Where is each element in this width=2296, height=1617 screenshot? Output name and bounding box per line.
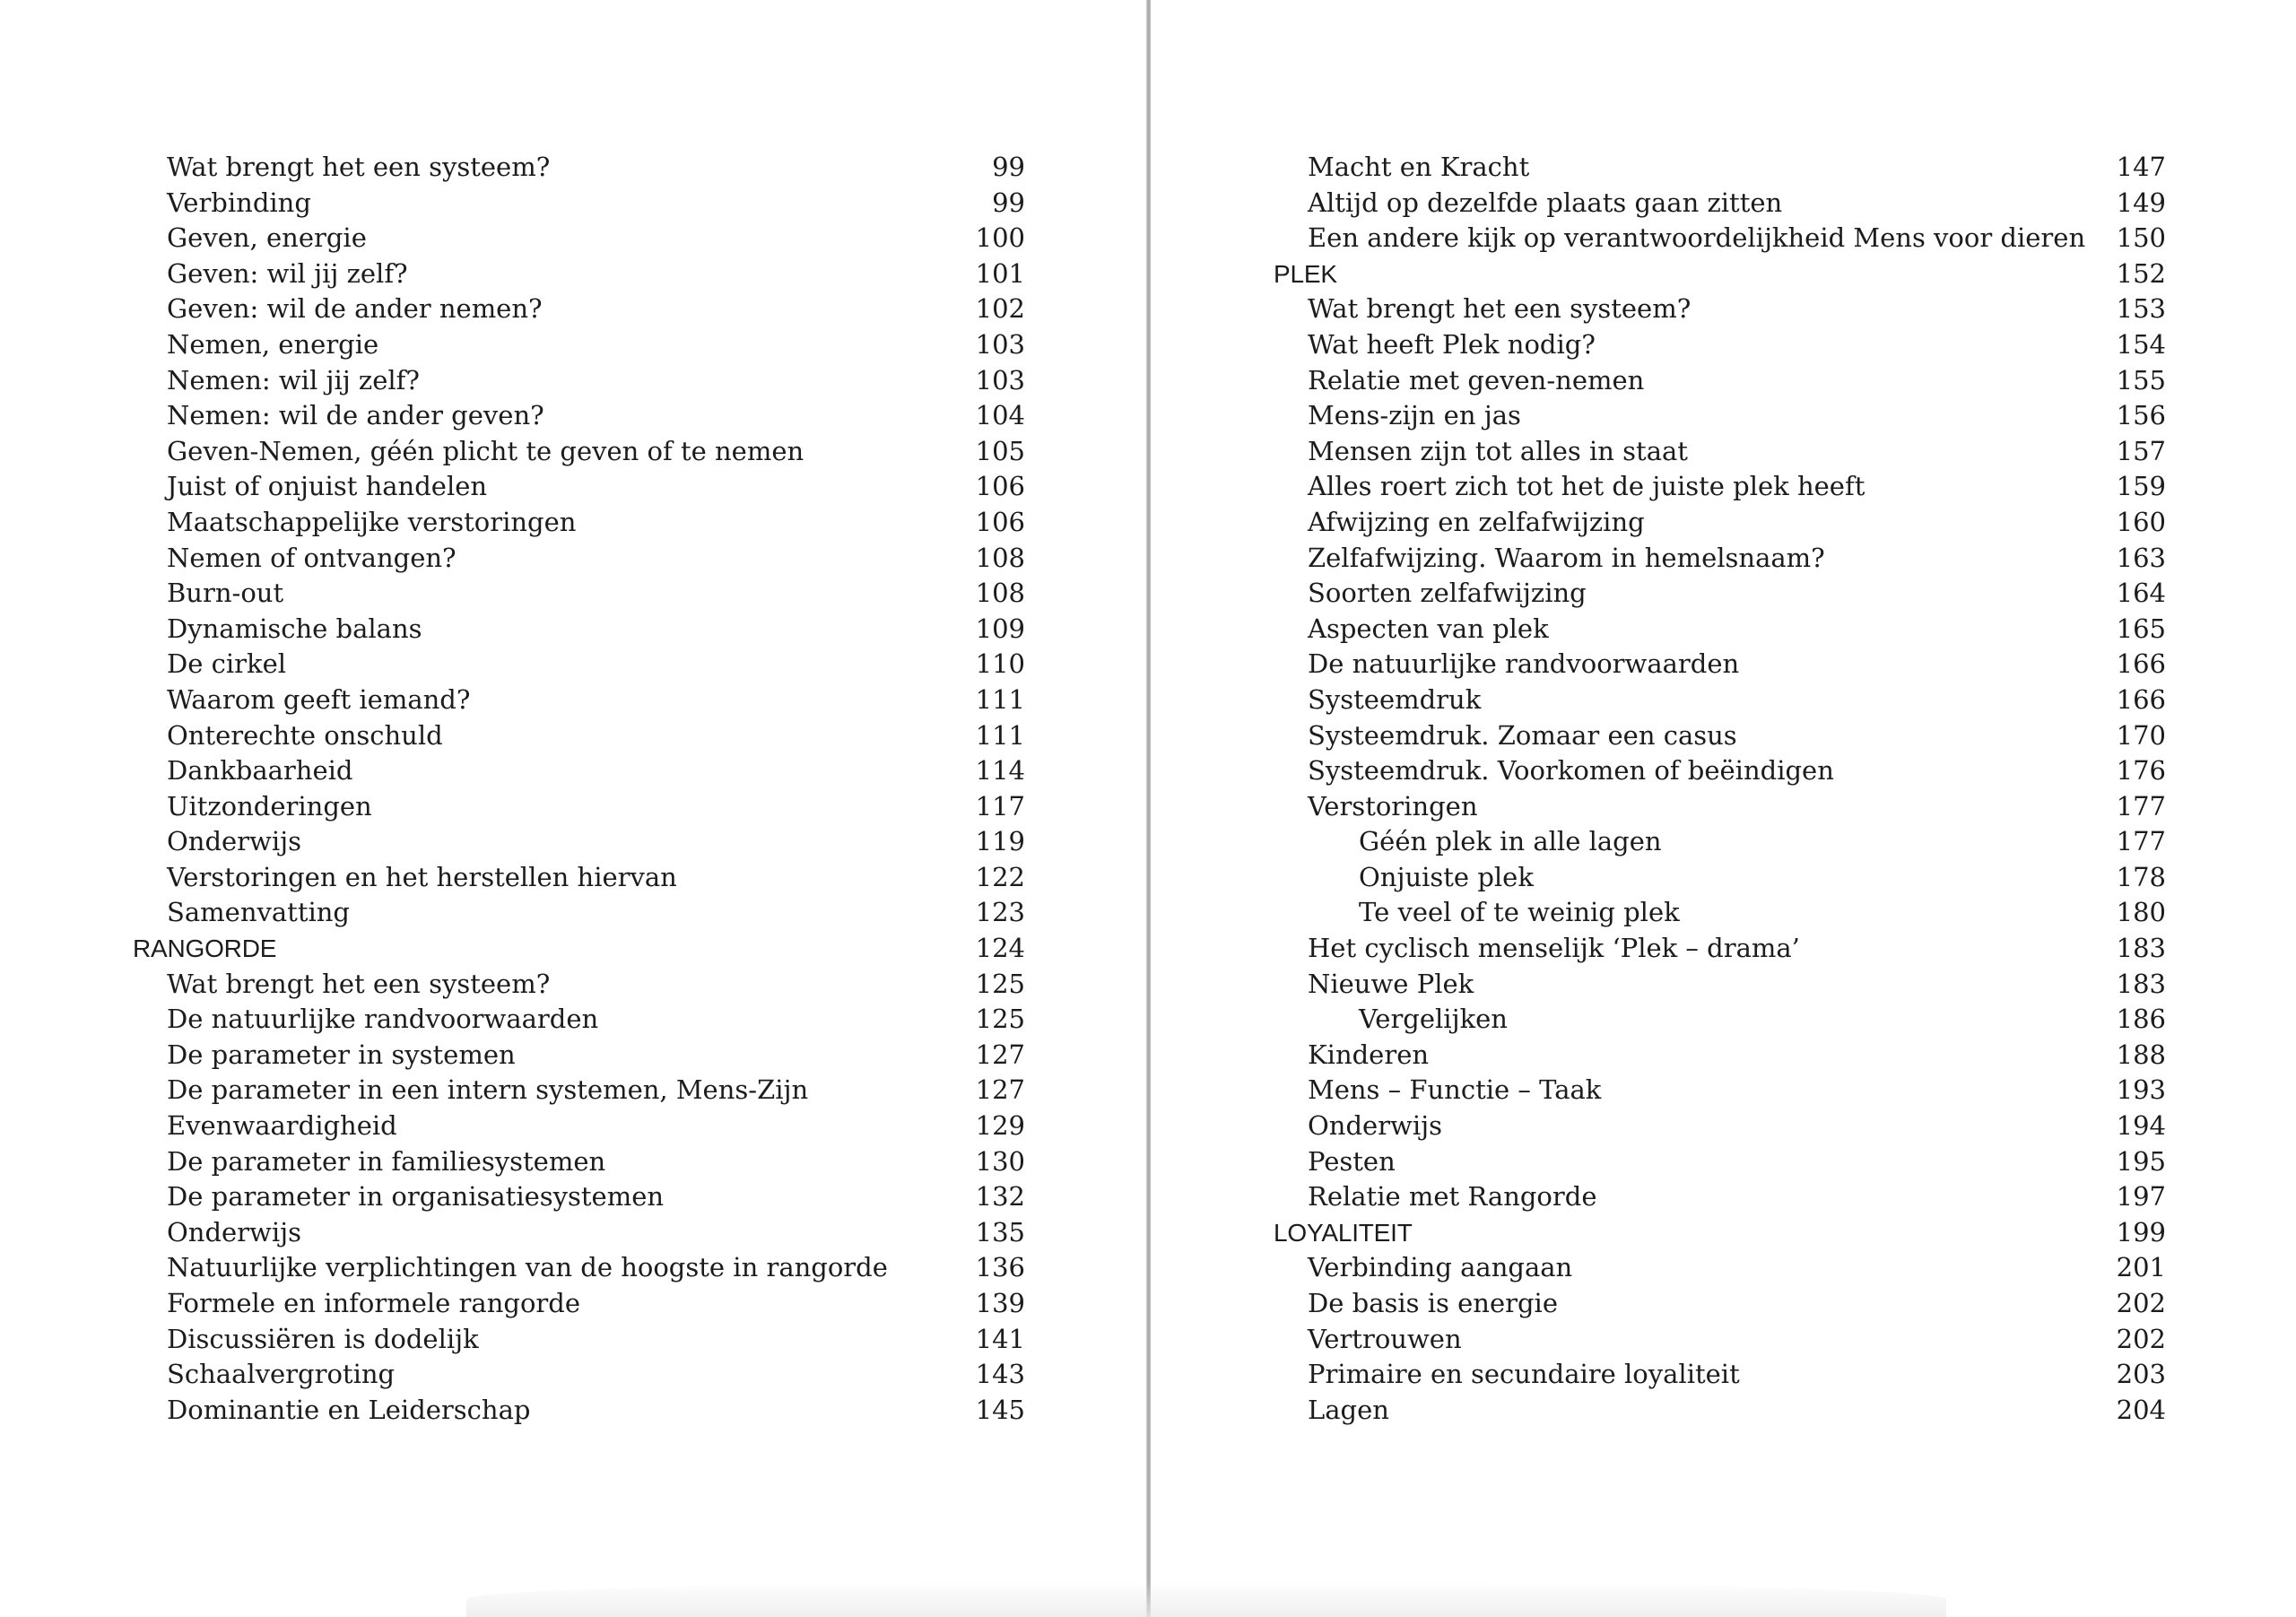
toc-page-number: 203 <box>2116 1359 2166 1390</box>
toc-page-number: 156 <box>2116 400 2166 431</box>
toc-entry <box>133 505 1025 541</box>
toc-entry <box>1274 221 2166 256</box>
toc-entry-title: Macht en Kracht <box>1308 152 1530 182</box>
toc-page-number: 150 <box>2116 222 2166 254</box>
toc-entry <box>1274 931 2166 967</box>
toc-list-left <box>133 150 1025 1428</box>
toc-page-number: 164 <box>2116 578 2166 609</box>
toc-page-number: 135 <box>975 1216 1025 1248</box>
toc-page-number: 122 <box>975 861 1025 892</box>
toc-entry <box>1274 718 2166 754</box>
toc-page-number: 197 <box>2116 1181 2166 1213</box>
toc-page-number: 145 <box>975 1394 1025 1425</box>
toc-entry <box>133 682 1025 718</box>
toc-entry-title: Afwijzing en zelfafwijzing <box>1308 506 1645 537</box>
toc-page-number: 103 <box>975 328 1025 360</box>
toc-page-number: 129 <box>975 1110 1025 1142</box>
toc-list-right <box>1274 150 2166 1428</box>
toc-entry <box>133 541 1025 577</box>
toc-entry <box>133 434 1025 470</box>
toc-entry <box>1274 824 2166 860</box>
toc-entry <box>1274 576 2166 612</box>
toc-entry <box>133 1002 1025 1038</box>
book-spine-divider <box>1146 0 1151 1617</box>
toc-entry <box>133 1322 1025 1358</box>
toc-page-number: 166 <box>2116 648 2166 680</box>
toc-page-number: 195 <box>2116 1145 2166 1177</box>
toc-entry-title: RANGORDE <box>133 935 277 963</box>
toc-entry-title: Mens – Functie – Taak <box>1308 1074 1602 1106</box>
toc-entry <box>1274 398 2166 434</box>
toc-entry-title: Waarom geeft iemand? <box>167 683 471 715</box>
toc-entry <box>1274 150 2166 186</box>
toc-page-number: 193 <box>2116 1074 2166 1106</box>
toc-page-number: 103 <box>975 364 1025 396</box>
toc-entry <box>133 576 1025 612</box>
toc-page-number: 111 <box>975 683 1025 715</box>
toc-entry-title: Burn-out <box>167 578 284 609</box>
toc-entry <box>133 1179 1025 1215</box>
toc-entry <box>1274 1393 2166 1429</box>
toc-page-number: 143 <box>975 1359 1025 1390</box>
toc-entry <box>1274 612 2166 648</box>
toc-entry <box>1274 753 2166 789</box>
toc-entry-title: Geven, energie <box>167 222 367 254</box>
toc-entry-title: Relatie met geven-nemen <box>1308 364 1645 396</box>
toc-entry <box>133 186 1025 222</box>
toc-entry-title: Discussiëren is dodelijk <box>167 1323 479 1354</box>
toc-entry-title: Schaalvergroting <box>167 1359 396 1390</box>
toc-page-number: 199 <box>2116 1216 2166 1248</box>
toc-entry <box>133 753 1025 789</box>
toc-entry <box>1274 1038 2166 1074</box>
toc-page-number: 170 <box>2116 719 2166 751</box>
toc-entry <box>1274 186 2166 222</box>
toc-entry <box>1274 647 2166 682</box>
toc-entry <box>1274 967 2166 1003</box>
toc-entry <box>133 1250 1025 1286</box>
toc-page-number: 109 <box>975 613 1025 644</box>
toc-page-number: 100 <box>975 222 1025 254</box>
toc-entry <box>133 612 1025 648</box>
toc-page-number: 177 <box>2116 826 2166 857</box>
toc-entry-title: Vertrouwen <box>1308 1323 1462 1354</box>
toc-entry-title: Juist of onjuist handelen <box>167 471 488 502</box>
toc-page-number: 147 <box>2116 152 2166 182</box>
toc-page-number: 104 <box>975 400 1025 431</box>
toc-page-number: 127 <box>975 1039 1025 1070</box>
toc-entry-title: Wat heeft Plek nodig? <box>1308 328 1596 360</box>
toc-page-number: 177 <box>2116 790 2166 822</box>
toc-page-number: 108 <box>975 542 1025 573</box>
toc-entry-title: Onterechte onschuld <box>167 719 443 751</box>
toc-entry-title: Samenvatting <box>167 897 350 928</box>
toc-entry <box>1274 895 2166 931</box>
toc-entry <box>1274 1179 2166 1215</box>
toc-page-number: 130 <box>975 1145 1025 1177</box>
toc-entry-title: Onjuiste plek <box>1359 861 1534 892</box>
toc-page-number: 204 <box>2116 1394 2166 1425</box>
toc-page-number: 141 <box>975 1323 1025 1354</box>
toc-entry-title: Primaire en secundaire loyaliteit <box>1308 1359 1740 1390</box>
toc-entry-title: Evenwaardigheid <box>167 1110 397 1142</box>
toc-entry-title: Pesten <box>1308 1145 1396 1177</box>
toc-entry-title: De parameter in organisatiesystemen <box>167 1181 665 1213</box>
toc-entry-title: Het cyclisch menselijk ‘Plek – drama’ <box>1308 933 1800 964</box>
toc-entry <box>133 895 1025 931</box>
toc-page-number: 101 <box>975 257 1025 289</box>
toc-entry-title: Formele en informele rangorde <box>167 1288 580 1318</box>
toc-entry-title: Nemen of ontvangen? <box>167 542 457 573</box>
toc-entry-title: Mensen zijn tot alles in staat <box>1308 435 1688 466</box>
toc-entry-title: Aspecten van plek <box>1308 613 1549 644</box>
toc-entry <box>1274 363 2166 399</box>
toc-entry-title: De natuurlijke randvoorwaarden <box>1308 648 1740 680</box>
toc-page-number: 127 <box>975 1074 1025 1106</box>
toc-entry <box>133 1073 1025 1108</box>
toc-page-number: 139 <box>975 1288 1025 1318</box>
toc-entry <box>1274 541 2166 577</box>
toc-entry <box>1274 1322 2166 1358</box>
toc-page-number: 149 <box>2116 187 2166 218</box>
toc-page-number: 132 <box>975 1181 1025 1213</box>
toc-entry-title: Relatie met Rangorde <box>1308 1181 1597 1213</box>
toc-entry <box>1274 327 2166 363</box>
toc-entry-title: Nemen, energie <box>167 328 379 360</box>
toc-entry <box>1274 291 2166 327</box>
toc-page-number: 154 <box>2116 328 2166 360</box>
toc-entry <box>133 1286 1025 1322</box>
toc-section-heading <box>1274 1215 2166 1251</box>
toc-entry-title: Een andere kijk op verantwoordelijkheid Mens voor dieren <box>1308 222 2086 254</box>
toc-page-number: 99 <box>992 187 1025 218</box>
toc-page-number: 106 <box>975 506 1025 537</box>
toc-page-number: 123 <box>975 897 1025 928</box>
toc-page-number: 152 <box>2116 257 2166 289</box>
toc-entry-title: Geven-Nemen, géén plicht te geven of te nemen <box>167 435 804 466</box>
toc-entry-title: Zelfafwijzing. Waarom in hemelsnaam? <box>1308 542 1825 573</box>
toc-page-number: 114 <box>975 755 1025 787</box>
toc-entry-title: Dominantie en Leiderschap <box>167 1394 531 1425</box>
toc-entry-title: Altijd op dezelfde plaats gaan zitten <box>1308 187 1783 218</box>
toc-entry-title: Verbinding <box>167 187 311 218</box>
toc-entry <box>133 824 1025 860</box>
toc-entry-title: Mens-zijn en jas <box>1308 400 1521 431</box>
toc-entry-title: De parameter in systemen <box>167 1039 516 1070</box>
toc-page-number: 201 <box>2116 1252 2166 1283</box>
toc-entry <box>133 647 1025 682</box>
toc-entry-title: Lagen <box>1308 1394 1389 1425</box>
toc-entry-title: Te veel of te weinig plek <box>1359 897 1680 928</box>
toc-page-number: 110 <box>975 648 1025 680</box>
toc-entry <box>1274 1002 2166 1038</box>
toc-page-number: 99 <box>992 152 1025 182</box>
toc-page-number: 153 <box>2116 293 2166 325</box>
toc-entry-title: Alles roert zich tot het de juiste plek heeft <box>1308 471 1866 502</box>
toc-entry <box>133 1144 1025 1180</box>
toc-entry-title: Kinderen <box>1308 1039 1430 1070</box>
toc-entry <box>1274 860 2166 896</box>
toc-page-number: 125 <box>975 968 1025 999</box>
toc-page-number: 186 <box>2116 1004 2166 1035</box>
toc-entry-title: Dynamische balans <box>167 613 422 644</box>
toc-page-number: 157 <box>2116 435 2166 466</box>
toc-page-number: 102 <box>975 293 1025 325</box>
toc-entry <box>133 256 1025 292</box>
toc-page-number: 119 <box>975 826 1025 857</box>
toc-entry-title: Systeemdruk. Zomaar een casus <box>1308 719 1737 751</box>
toc-entry <box>1274 469 2166 505</box>
toc-entry <box>1274 1073 2166 1108</box>
toc-page-number: 159 <box>2116 471 2166 502</box>
toc-entry-title: Systeemdruk <box>1308 683 1482 715</box>
toc-entry <box>1274 1144 2166 1180</box>
toc-entry-title: Nemen: wil jij zelf? <box>167 364 420 396</box>
toc-page-number: 124 <box>975 933 1025 964</box>
toc-page-number: 125 <box>975 1004 1025 1035</box>
toc-entry-title: Geven: wil de ander nemen? <box>167 293 543 325</box>
toc-page-number: 165 <box>2116 613 2166 644</box>
toc-entry <box>133 1038 1025 1074</box>
toc-entry <box>133 860 1025 896</box>
toc-page-number: 188 <box>2116 1039 2166 1070</box>
toc-entry-title: Nieuwe Plek <box>1308 968 1474 999</box>
toc-entry-title: PLEK <box>1274 259 1337 288</box>
toc-page-number: 108 <box>975 578 1025 609</box>
toc-section-heading <box>133 931 1025 967</box>
toc-entry <box>1274 1357 2166 1393</box>
toc-page-number: 183 <box>2116 968 2166 999</box>
toc-entry-title: Systeemdruk. Voorkomen of beëindigen <box>1308 755 1834 787</box>
toc-entry-title: Soorten zelfafwijzing <box>1308 578 1587 609</box>
toc-entry <box>133 363 1025 399</box>
toc-entry-title: LOYALITEIT <box>1274 1218 1413 1247</box>
toc-entry <box>1274 1286 2166 1322</box>
toc-page-number: 105 <box>975 435 1025 466</box>
toc-entry <box>133 789 1025 825</box>
toc-page-number: 180 <box>2116 897 2166 928</box>
toc-entry-title: Verstoringen <box>1308 790 1478 822</box>
toc-entry <box>133 1108 1025 1144</box>
toc-entry <box>1274 505 2166 541</box>
toc-page-number: 106 <box>975 471 1025 502</box>
toc-entry-title: Onderwijs <box>167 826 302 857</box>
toc-entry-title: Wat brengt het een systeem? <box>1308 293 1692 325</box>
toc-entry-title: De parameter in familiesystemen <box>167 1145 606 1177</box>
toc-entry-title: Géén plek in alle lagen <box>1359 826 1662 857</box>
toc-entry <box>133 469 1025 505</box>
toc-entry-title: De cirkel <box>167 648 287 680</box>
toc-entry <box>133 718 1025 754</box>
toc-entry-title: Wat brengt het een systeem? <box>167 152 551 182</box>
toc-entry <box>1274 682 2166 718</box>
toc-entry <box>133 967 1025 1003</box>
toc-entry <box>133 150 1025 186</box>
toc-entry <box>133 291 1025 327</box>
toc-page-number: 176 <box>2116 755 2166 787</box>
right-page <box>1152 0 2296 1617</box>
toc-entry-title: Verbinding aangaan <box>1308 1252 1573 1283</box>
toc-entry-title: De natuurlijke randvoorwaarden <box>167 1004 599 1035</box>
toc-entry <box>133 398 1025 434</box>
toc-entry <box>133 221 1025 256</box>
toc-entry <box>1274 789 2166 825</box>
toc-section-heading <box>1274 256 2166 292</box>
toc-entry-title: De basis is energie <box>1308 1288 1558 1318</box>
toc-entry-title: Verstoringen en het herstellen hiervan <box>167 861 677 892</box>
toc-entry-title: Nemen: wil de ander geven? <box>167 400 544 431</box>
toc-page-number: 166 <box>2116 683 2166 715</box>
toc-entry <box>1274 434 2166 470</box>
toc-entry <box>1274 1250 2166 1286</box>
toc-page-number: 194 <box>2116 1110 2166 1142</box>
toc-page-number: 163 <box>2116 542 2166 573</box>
toc-entry-title: Uitzonderingen <box>167 790 372 822</box>
toc-entry-title: Maatschappelijke verstoringen <box>167 506 577 537</box>
toc-entry-title: De parameter in een intern systemen, Mens-Zijn <box>167 1074 809 1106</box>
toc-page-number: 178 <box>2116 861 2166 892</box>
toc-entry-title: Onderwijs <box>1308 1110 1443 1142</box>
toc-entry-title: Wat brengt het een systeem? <box>167 968 551 999</box>
toc-entry-title: Onderwijs <box>167 1216 302 1248</box>
toc-entry <box>133 327 1025 363</box>
toc-entry-title: Vergelijken <box>1359 1004 1508 1035</box>
toc-page-number: 202 <box>2116 1323 2166 1354</box>
toc-page-number: 160 <box>2116 506 2166 537</box>
page-bottom-shadow <box>466 1581 1946 1617</box>
toc-entry <box>133 1357 1025 1393</box>
toc-entry <box>133 1215 1025 1251</box>
toc-entry <box>1274 1108 2166 1144</box>
toc-page-number: 136 <box>975 1252 1025 1283</box>
toc-entry-title: Geven: wil jij zelf? <box>167 257 408 289</box>
toc-entry <box>133 1393 1025 1429</box>
toc-page-number: 155 <box>2116 364 2166 396</box>
toc-page-number: 202 <box>2116 1288 2166 1318</box>
toc-page-number: 111 <box>975 719 1025 751</box>
toc-entry-title: Dankbaarheid <box>167 755 353 787</box>
toc-page-number: 183 <box>2116 933 2166 964</box>
toc-entry-title: Natuurlijke verplichtingen van de hoogste in rangorde <box>167 1252 888 1283</box>
left-page <box>0 0 1146 1617</box>
toc-page-number: 117 <box>975 790 1025 822</box>
